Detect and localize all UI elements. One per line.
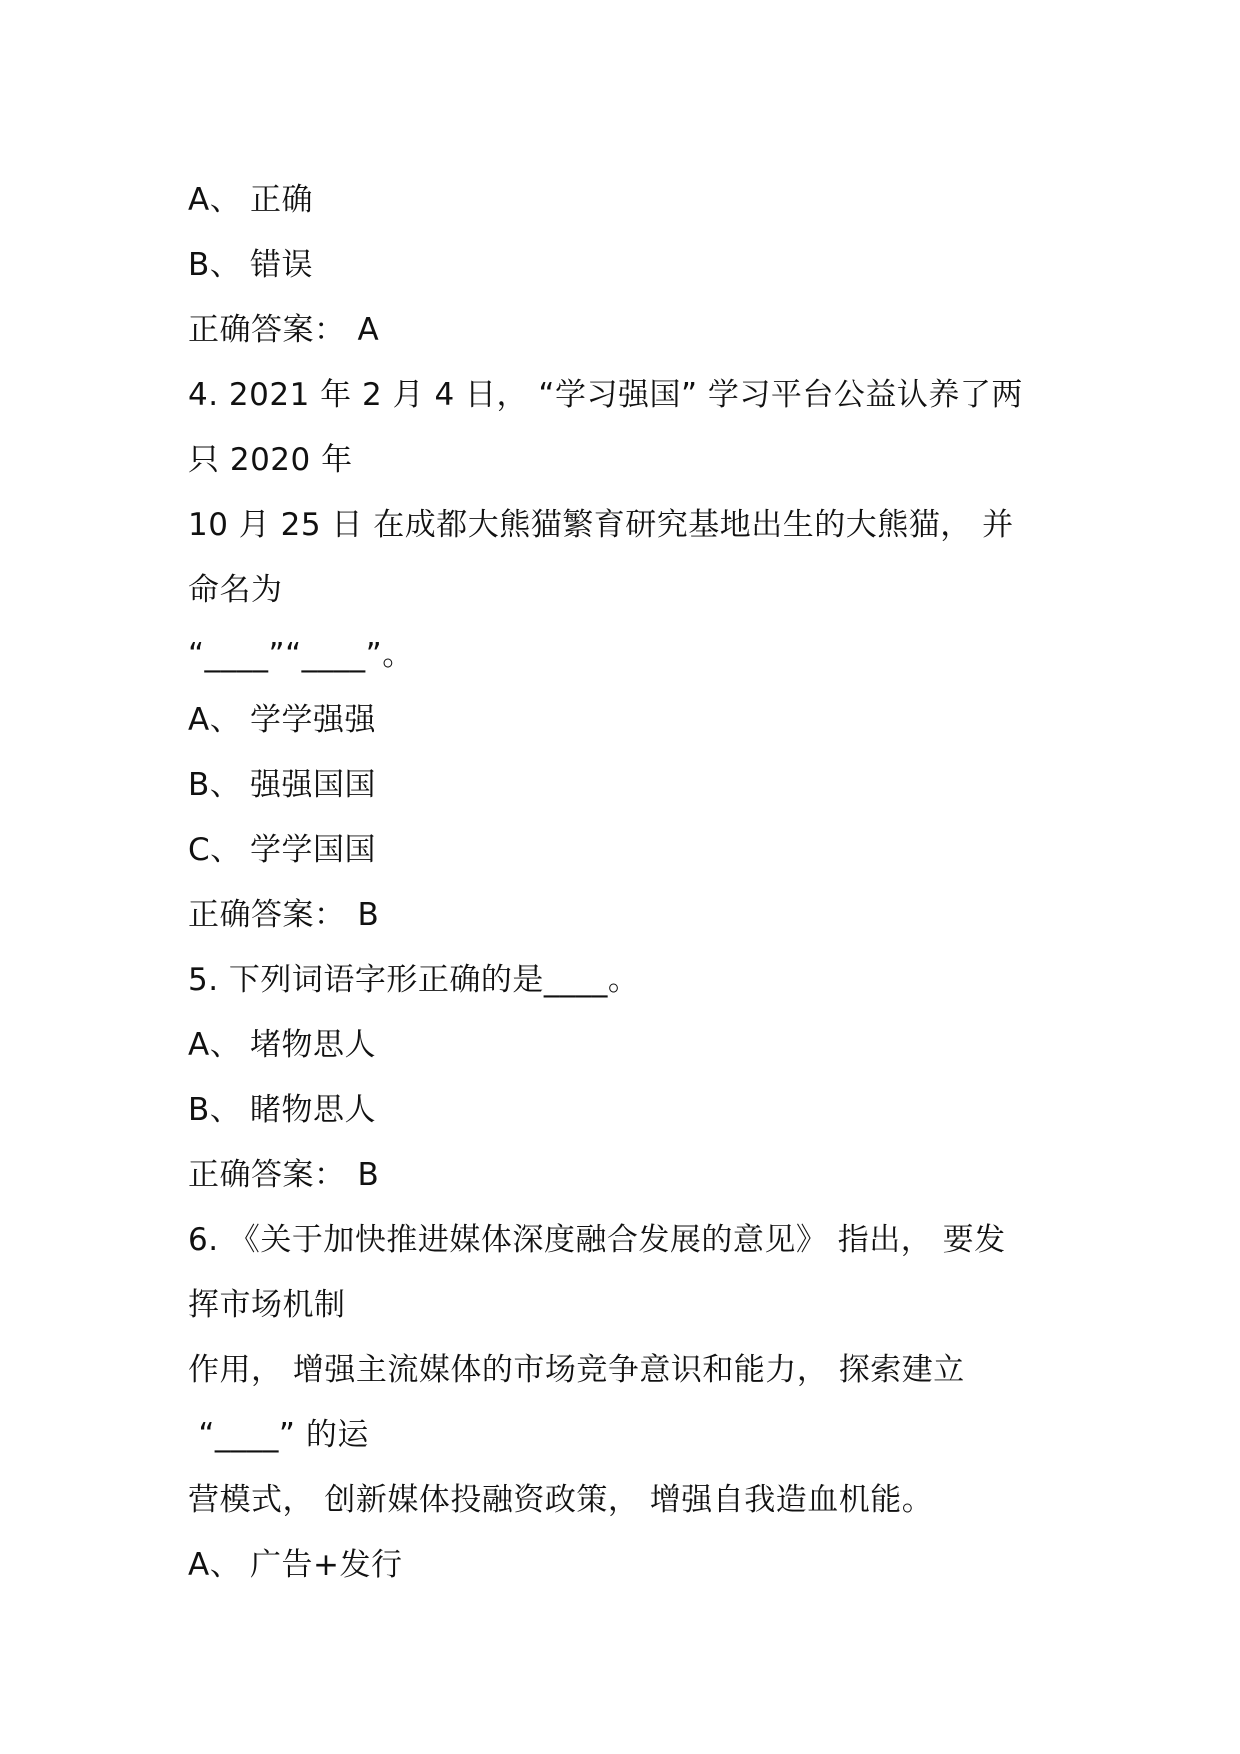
option-text: 堵物思人 (250, 1027, 376, 1063)
question-q4-line-1: 4. 2021 年 2 月 4 日， “学习强国” 学习平台公益认养了两 (188, 377, 1023, 413)
answer-value: A (357, 312, 380, 348)
option-text: 学学强强 (250, 702, 376, 738)
question-q4-line-3: 10 月 25 日 在成都大熊猫繁育研究基地出生的大熊猫， 并 (188, 507, 1014, 543)
document-page (188, 168, 1068, 1598)
option-letter: B、 (188, 767, 242, 803)
answer-q4 (188, 883, 1068, 948)
answer-value: B (357, 1157, 380, 1193)
answer-label: 正确答案： (188, 312, 346, 348)
question-q6-line-3: 作用， 增强主流媒体的市场竞争意识和能力， 探索建立 (188, 1352, 965, 1388)
option-q4-b (188, 753, 1068, 818)
question-q6-line-5: 营模式， 创新媒体投融资政策， 增强自我造血机能。 (188, 1482, 934, 1518)
option-text: 睹物思人 (250, 1092, 376, 1128)
option-q3-b (188, 233, 1068, 298)
option-letter: A、 (188, 702, 242, 738)
option-q5-b (188, 1078, 1068, 1143)
option-text: 广告+发行 (250, 1547, 403, 1583)
option-q5-a (188, 1013, 1068, 1078)
question-q6-line-4: “____” 的运 (188, 1417, 369, 1453)
option-letter: A、 (188, 182, 242, 218)
answer-label: 正确答案： (188, 1157, 346, 1193)
question-q4-line-5: “____”“____”。 (188, 637, 414, 673)
option-text: 学学国国 (250, 832, 376, 868)
option-letter: C、 (188, 832, 242, 868)
option-letter: A、 (188, 1547, 242, 1583)
option-letter: B、 (188, 1092, 242, 1128)
option-letter: A、 (188, 1027, 242, 1063)
option-q3-a (188, 168, 1068, 233)
option-q4-a (188, 688, 1068, 753)
question-q6-line-2: 挥市场机制 (188, 1287, 346, 1323)
option-q4-c (188, 818, 1068, 883)
answer-q5 (188, 1143, 1068, 1208)
answer-label: 正确答案： (188, 897, 346, 933)
option-text: 强强国国 (250, 767, 376, 803)
question-q4-line-2: 只 2020 年 (188, 442, 353, 478)
option-q6-a (188, 1533, 1068, 1598)
option-letter: B、 (188, 247, 242, 283)
answer-value: B (357, 897, 380, 933)
option-text: 错误 (250, 247, 313, 283)
question-q5-line-1: 5. 下列词语字形正确的是____。 (188, 962, 640, 998)
answer-q3 (188, 298, 1068, 363)
option-text: 正确 (250, 182, 313, 218)
question-q4-line-4: 命名为 (188, 572, 283, 608)
question-q6-line-1: 6. 《关于加快推进媒体深度融合发展的意见》 指出， 要发 (188, 1222, 1006, 1258)
